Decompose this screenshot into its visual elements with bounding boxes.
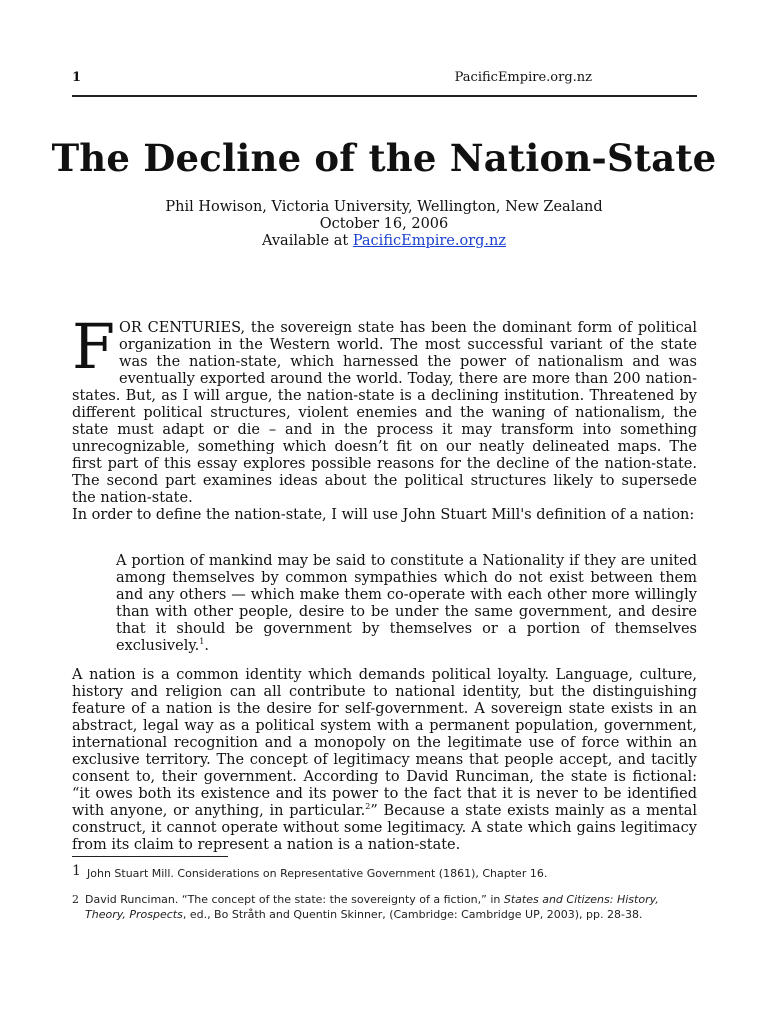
footnote-text-b: , ed., Bo Stråth and Quentin Skinner, (Cambridge: Cambridge UP, 2003), pp. 28-38. [182,908,643,921]
footnote-text-a: David Runciman. “The concept of the state: the sovereignty of a fiction,” in [85,893,504,906]
author-line: Phil Howison, Victoria University, Wellington, New Zealand [165,199,603,215]
footnote-number: 1 [72,863,81,879]
footnote-2 [72,892,697,922]
header-site-name: PacificEmpire.org.nz [454,70,592,85]
quote-end: . [204,638,209,654]
footnote-ref-2[interactable]: 2 [365,802,371,812]
intro-text: OR CENTURIES, the sovereign state has been the dominant form of political organization in the Western world. The most successful variant of the state was the nation-state, which harnessed the power of nationalism and was eventually exported around the world. Today, there are more than 200 nation-states. But, as I will argue, the nation-state is a declining institution. Threatened by different political structures, violent enemies and the waning of nationalism, the state must adapt or die – and in the process it may transform into something unrecognizable, something which doesn’t fit on our neatly delineated maps. The first part of this essay explores possible reasons for the decline of the nation-state. The second part examines ideas about the political structures likely to supersede the nation-state. [72,320,697,506]
nation-text-b: ” Because a state exists mainly as a mental construct, it cannot operate without some legitimacy. A state which gains legitimacy from its claim to represent a nation is a nation-state. [72,803,697,853]
footnote-text [85,892,697,922]
page-number: 1 [72,70,82,85]
drop-cap: F [72,310,116,383]
footnote-text: John Stuart Mill. Considerations on Representative Government (1861), Chapter 16. [87,867,548,880]
nation-text-a: A nation is a common identity which demands political loyalty. Language, culture, history and religion can all contribute to national identity, but the distinguishing feature of a nation is the desire for self-government. A sovereign state exists in an abstract, legal way as a political system with a permanent population, government, international recognition and a monopoly on the legitimate use of force within an exclusive territory. The concept of legitimacy means that people accept, and tacitly consent to, their government. According to David Runciman, the state is fictional: “it owes both its existence and its power to the fact that it is never to be identified with anyone, or anything, in particular. [72,667,697,819]
availability-prefix: Available at [261,233,353,249]
date-line: October 16, 2006 [319,216,449,232]
footnote-1 [72,863,697,881]
availability-line [0,233,768,250]
byline [0,199,768,250]
footnote-rule [72,856,228,857]
page-header [72,70,697,90]
footnote-number: 2 [72,893,79,906]
document-title: The Decline of the Nation-State [51,136,717,180]
intro-paragraph [72,310,697,507]
footnote-book-title: States and Citizens: History, Theory, Prospects [85,893,659,921]
mill-block-quote [116,553,697,655]
site-link[interactable]: PacificEmpire.org.nz [352,233,507,249]
quote-text: A portion of mankind may be said to constitute a Nationality if they are united among themselves by common sympathies which do not exist between them and any others — which make them co-operate with each other more willingly than with other people, desire to be under the same government, and desire that it should be government by themselves or a portion of themselves exclusively. [116,553,697,654]
nation-definition-paragraph [72,667,697,854]
header-rule [72,95,697,97]
definition-intro-paragraph: In order to define the nation-state, I will use John Stuart Mill's definition of a nation: [72,507,695,523]
footnote-ref-1[interactable]: 1 [199,637,205,647]
